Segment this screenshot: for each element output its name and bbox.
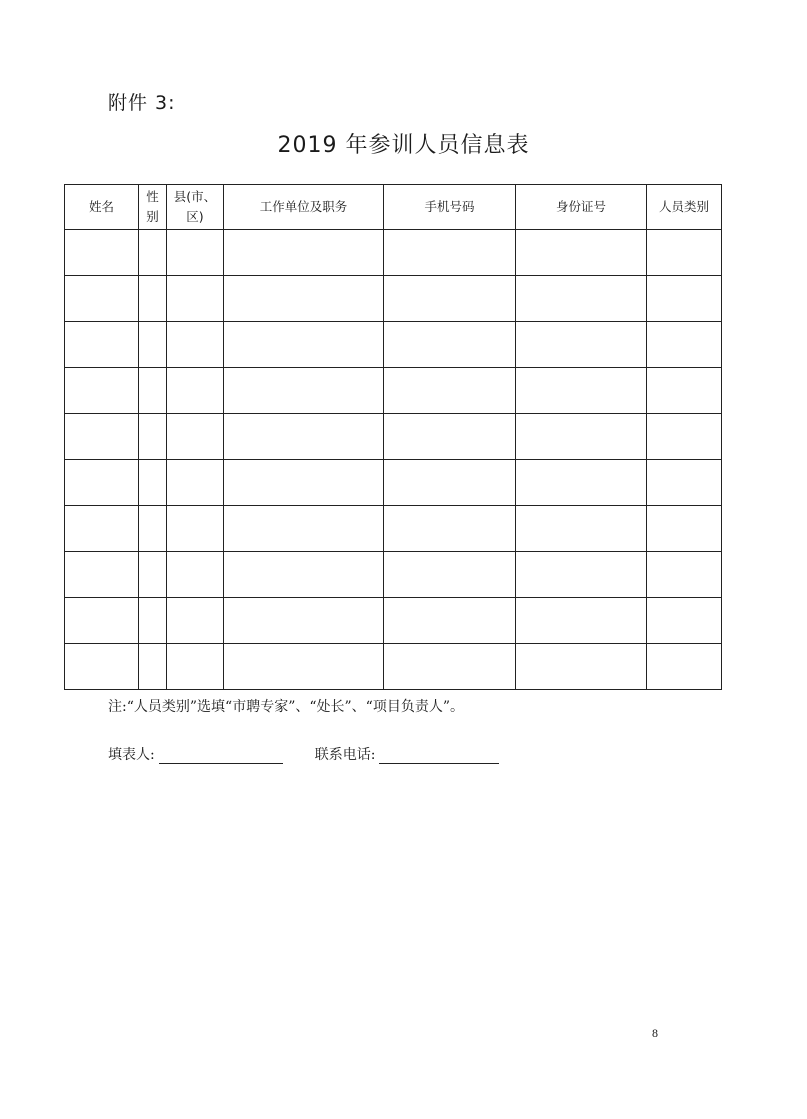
table-cell[interactable] xyxy=(65,368,139,414)
table-cell[interactable] xyxy=(516,644,647,690)
table-cell[interactable] xyxy=(516,322,647,368)
table-cell[interactable] xyxy=(65,414,139,460)
filler-field[interactable] xyxy=(159,747,283,764)
column-header-gender xyxy=(139,185,167,230)
table-cell[interactable] xyxy=(384,230,516,276)
table-cell[interactable] xyxy=(65,460,139,506)
table-cell[interactable] xyxy=(384,598,516,644)
table-cell[interactable] xyxy=(167,460,224,506)
table-cell[interactable] xyxy=(647,506,722,552)
table-cell[interactable] xyxy=(139,322,167,368)
table-cell[interactable] xyxy=(139,598,167,644)
table-cell[interactable] xyxy=(224,644,384,690)
table-cell[interactable] xyxy=(384,552,516,598)
table-cell[interactable] xyxy=(516,598,647,644)
table-cell[interactable] xyxy=(167,230,224,276)
table-cell[interactable] xyxy=(167,644,224,690)
attachment-label: 附件 3: xyxy=(108,92,176,114)
table-note: 注:“人员类别”选填“市聘专家”、“处长”、“项目负责人”。 xyxy=(108,699,464,715)
table-cell[interactable] xyxy=(65,506,139,552)
table-cell[interactable] xyxy=(384,506,516,552)
table-cell[interactable] xyxy=(139,644,167,690)
table-body xyxy=(65,230,722,690)
table-cell[interactable] xyxy=(516,506,647,552)
table-cell[interactable] xyxy=(647,598,722,644)
table-cell[interactable] xyxy=(647,322,722,368)
filler-label: 填表人: xyxy=(108,747,155,763)
table-cell[interactable] xyxy=(384,644,516,690)
table-row xyxy=(65,276,722,322)
table-row xyxy=(65,414,722,460)
table-cell[interactable] xyxy=(139,414,167,460)
table-row xyxy=(65,552,722,598)
table-cell[interactable] xyxy=(516,460,647,506)
phone-label: 联系电话: xyxy=(314,747,376,763)
table-row xyxy=(65,644,722,690)
table-cell[interactable] xyxy=(224,414,384,460)
table-cell[interactable] xyxy=(224,598,384,644)
table-cell[interactable] xyxy=(384,276,516,322)
phone-field[interactable] xyxy=(379,747,499,764)
table-cell[interactable] xyxy=(224,230,384,276)
table-header-row xyxy=(65,185,722,230)
table-cell[interactable] xyxy=(139,276,167,322)
table-cell[interactable] xyxy=(384,322,516,368)
table-cell[interactable] xyxy=(224,276,384,322)
table-cell[interactable] xyxy=(647,644,722,690)
table-row xyxy=(65,598,722,644)
column-header-gender-label: 性别 xyxy=(146,189,159,224)
page-number: 8 xyxy=(652,1026,658,1040)
table-cell[interactable] xyxy=(167,552,224,598)
table-cell[interactable] xyxy=(167,276,224,322)
table-cell[interactable] xyxy=(65,598,139,644)
table-row xyxy=(65,460,722,506)
table-cell[interactable] xyxy=(647,414,722,460)
table-cell[interactable] xyxy=(224,506,384,552)
page-title: 2019 年参训人员信息表 xyxy=(277,133,530,158)
column-header-county: 县(市、区) xyxy=(167,185,224,230)
table-cell[interactable] xyxy=(139,460,167,506)
table-cell[interactable] xyxy=(139,230,167,276)
table-cell[interactable] xyxy=(647,230,722,276)
table-cell[interactable] xyxy=(647,368,722,414)
table-cell[interactable] xyxy=(65,322,139,368)
table-cell[interactable] xyxy=(384,368,516,414)
column-header-id-number: 身份证号 xyxy=(516,185,647,230)
table-cell[interactable] xyxy=(224,552,384,598)
table-cell[interactable] xyxy=(65,276,139,322)
table-cell[interactable] xyxy=(65,644,139,690)
table-cell[interactable] xyxy=(167,414,224,460)
table-cell[interactable] xyxy=(167,368,224,414)
table-row xyxy=(65,506,722,552)
table-cell[interactable] xyxy=(224,460,384,506)
table-row xyxy=(65,322,722,368)
table-row xyxy=(65,368,722,414)
table-cell[interactable] xyxy=(516,368,647,414)
signature-line xyxy=(108,744,499,764)
column-header-name: 姓名 xyxy=(65,185,139,230)
table-cell[interactable] xyxy=(224,368,384,414)
table-cell[interactable] xyxy=(139,368,167,414)
table-cell[interactable] xyxy=(516,276,647,322)
column-header-category: 人员类别 xyxy=(647,185,722,230)
table-cell[interactable] xyxy=(167,322,224,368)
table-cell[interactable] xyxy=(65,230,139,276)
table-cell[interactable] xyxy=(516,230,647,276)
table-row xyxy=(65,230,722,276)
column-header-employer-position: 工作单位及职务 xyxy=(224,185,384,230)
column-header-mobile: 手机号码 xyxy=(384,185,516,230)
table-cell[interactable] xyxy=(224,322,384,368)
table-cell[interactable] xyxy=(384,460,516,506)
table-cell[interactable] xyxy=(516,552,647,598)
table-cell[interactable] xyxy=(384,414,516,460)
participant-info-table xyxy=(64,184,722,690)
table-cell[interactable] xyxy=(647,276,722,322)
table-cell[interactable] xyxy=(167,598,224,644)
table-cell[interactable] xyxy=(647,460,722,506)
table-cell[interactable] xyxy=(167,506,224,552)
table-cell[interactable] xyxy=(139,552,167,598)
table-cell[interactable] xyxy=(516,414,647,460)
table-cell[interactable] xyxy=(65,552,139,598)
table-cell[interactable] xyxy=(139,506,167,552)
table-cell[interactable] xyxy=(647,552,722,598)
